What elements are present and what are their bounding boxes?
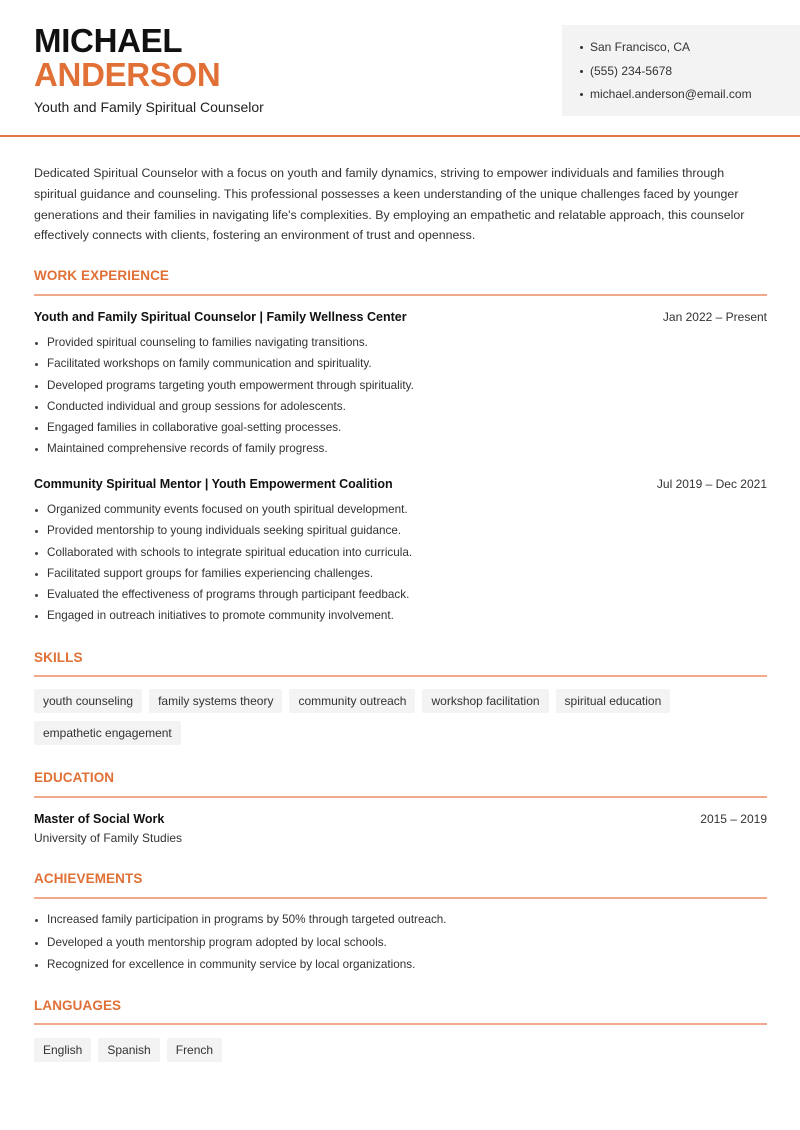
achievements-list <box>34 912 447 980</box>
skill-chip: spiritual education <box>556 689 671 713</box>
summary: Dedicated Spiritual Counselor with a focus on youth and family dynamics, striving to empower individuals and families through spiritual guidance and counseling. This professional possesses a keen understanding of the unique challenges faced by younger generations and their families in navigating life's complexities. By employing an empathetic and relatable approach, this counselor effectively connects with clients, fostering an environment of trust and openness. <box>34 166 745 243</box>
section-title-achievements: ACHIEVEMENTS <box>34 871 143 886</box>
section-title-skills: SKILLS <box>34 650 83 665</box>
section-title-languages: LANGUAGES <box>34 998 122 1013</box>
languages-list <box>34 1038 774 1062</box>
skill-chip: empathetic engagement <box>34 721 181 745</box>
contact-location: San Francisco, CA <box>580 39 800 63</box>
divider <box>34 294 767 296</box>
bullet-item: Maintained comprehensive records of family progress. <box>34 441 414 462</box>
bullet-item: Conducted individual and group sessions for adolescents. <box>34 399 414 420</box>
skill-chip: family systems theory <box>149 689 282 713</box>
bullet-item: Engaged in outreach initiatives to promote community involvement. <box>34 608 412 629</box>
contact-box <box>562 25 800 116</box>
achievement-item: Recognized for excellence in community service by local organizations. <box>34 957 447 980</box>
language-chip: French <box>167 1038 222 1062</box>
skills-list <box>34 689 774 745</box>
language-chip: English <box>34 1038 91 1062</box>
section-title-education: EDUCATION <box>34 770 115 785</box>
bullet-item: Provided spiritual counseling to families navigating transitions. <box>34 335 414 356</box>
divider <box>34 897 767 899</box>
job-heading-text: Youth and Family Spiritual Counselor | Family Wellness Center <box>34 310 407 324</box>
section-title-work: WORK EXPERIENCE <box>34 268 170 283</box>
bullet-item: Collaborated with schools to integrate spiritual education into curricula. <box>34 545 412 566</box>
last-name: ANDERSON <box>34 56 221 93</box>
job-heading-text: Community Spiritual Mentor | Youth Empowerment Coalition <box>34 477 393 491</box>
bullet-item: Engaged families in collaborative goal-setting processes. <box>34 420 414 441</box>
bullet-item: Provided mentorship to young individuals seeking spiritual guidance. <box>34 523 412 544</box>
job-bullets <box>34 335 414 463</box>
bullet-item: Facilitated support groups for families experiencing challenges. <box>34 566 412 587</box>
contact-email[interactable]: michael.anderson@email.com <box>580 86 800 110</box>
job-bullets <box>34 502 412 630</box>
bullet-item: Developed programs targeting youth empowerment through spirituality. <box>34 378 414 399</box>
skill-chip: youth counseling <box>34 689 142 713</box>
job-heading <box>34 310 767 324</box>
resume-header <box>0 0 800 137</box>
full-name <box>34 24 220 92</box>
achievement-item: Increased family participation in programs by 50% through targeted outreach. <box>34 912 447 935</box>
bullet-item: Evaluated the effectiveness of programs through participant feedback. <box>34 587 412 608</box>
divider <box>34 675 767 677</box>
divider <box>34 796 767 798</box>
education-school: University of Family Studies <box>34 831 183 845</box>
education-dates: 2015 – 2019 <box>700 812 767 826</box>
job-title: Youth and Family Spiritual Counselor <box>34 99 264 115</box>
divider <box>34 1023 767 1025</box>
first-name: MICHAEL <box>34 22 183 59</box>
education-degree: Master of Social Work <box>34 812 165 826</box>
language-chip: Spanish <box>98 1038 159 1062</box>
job-dates: Jan 2022 – Present <box>662 310 767 324</box>
skill-chip: community outreach <box>289 689 415 713</box>
achievement-item: Developed a youth mentorship program adopted by local schools. <box>34 935 447 958</box>
bullet-item: Organized community events focused on youth spiritual development. <box>34 502 412 523</box>
contact-phone: (555) 234-5678 <box>580 63 800 87</box>
job-dates: Jul 2019 – Dec 2021 <box>656 477 767 491</box>
skill-chip: workshop facilitation <box>422 689 548 713</box>
bullet-item: Facilitated workshops on family communication and spirituality. <box>34 356 414 377</box>
